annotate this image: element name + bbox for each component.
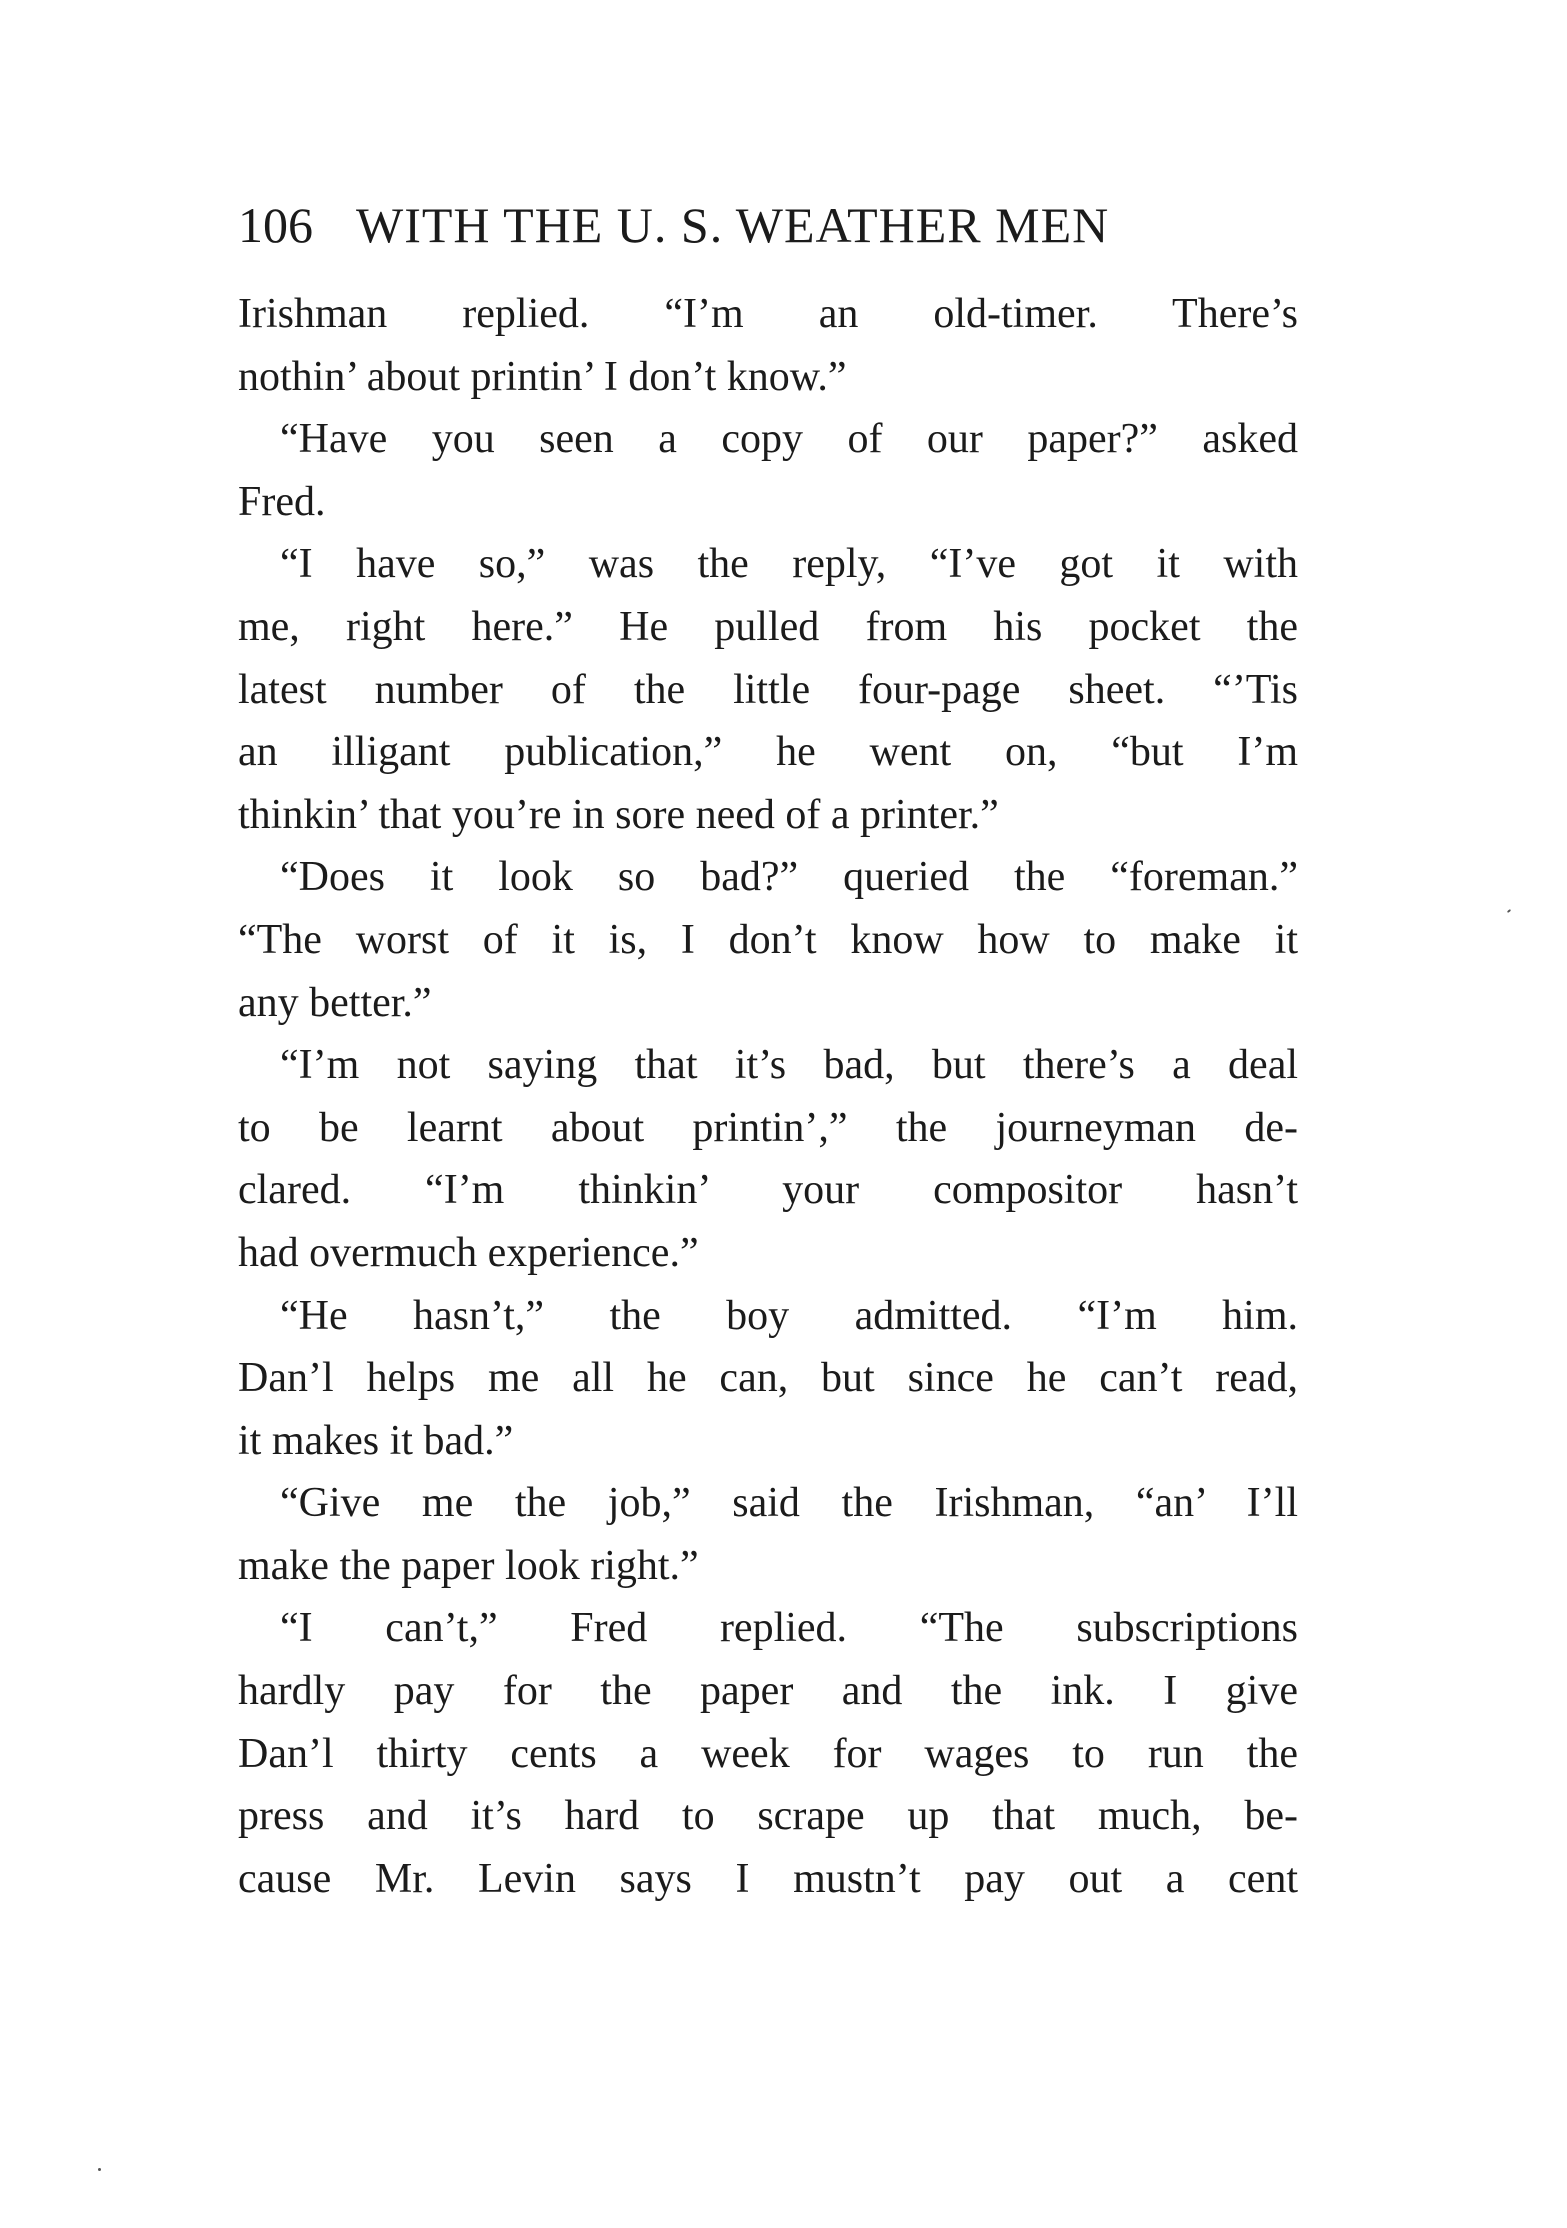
text-line: “Give me the job,” said the Irishman, “an’ I’ll xyxy=(280,1480,1298,1527)
text-line: Dan’l helps me all he can, but since he can’t read, xyxy=(238,1355,1298,1402)
text-line: “I have so,” was the reply, “I’ve got it with xyxy=(280,541,1298,588)
text-line: any better.” xyxy=(238,979,432,1026)
text-line: “Have you seen a copy of our paper?” asked xyxy=(280,416,1298,463)
text-line: Dan’l thirty cents a week for wages to run the xyxy=(238,1730,1298,1777)
text-line: “Does it look so bad?” queried the “foreman.” xyxy=(280,854,1298,901)
running-head xyxy=(238,190,1298,260)
body-text xyxy=(238,283,1298,1910)
text-line: cause Mr. Levin says I mustn’t pay out a cent xyxy=(238,1855,1298,1902)
paper-speck xyxy=(98,2168,101,2171)
text-line: thinkin’ that you’re in sore need of a printer.” xyxy=(238,791,999,838)
text-line: “I can’t,” Fred replied. “The subscriptions xyxy=(280,1605,1298,1652)
text-line: Fred. xyxy=(238,478,326,525)
text-line: an illigant publication,” he went on, “but I’m xyxy=(238,729,1298,776)
text-line: clared. “I’m thinkin’ your compositor hasn’t xyxy=(238,1167,1298,1214)
text-line: “He hasn’t,” the boy admitted. “I’m him. xyxy=(280,1292,1298,1339)
text-line: hardly pay for the paper and the ink. I give xyxy=(238,1668,1298,1715)
text-line: me, right here.” He pulled from his pocket the xyxy=(238,603,1298,650)
text-line: it makes it bad.” xyxy=(238,1417,514,1464)
text-line: press and it’s hard to scrape up that much, be- xyxy=(238,1793,1298,1840)
page-number: 106 xyxy=(238,197,313,253)
text-line: had overmuch experience.” xyxy=(238,1229,699,1276)
text-line: “The worst of it is, I don’t know how to make it xyxy=(238,916,1298,963)
paper-speck xyxy=(1507,909,1511,913)
text-line: to be learnt about printin’,” the journeyman de- xyxy=(238,1104,1298,1151)
text-line: nothin’ about printin’ I don’t know.” xyxy=(238,353,847,400)
running-title: WITH THE U. S. WEATHER MEN xyxy=(356,197,1110,253)
text-line: Irishman replied. “I’m an old-timer. There’s xyxy=(238,291,1298,337)
text-line: “I’m not saying that it’s bad, but there’s a deal xyxy=(280,1042,1298,1089)
text-line: make the paper look right.” xyxy=(238,1542,699,1589)
text-line: latest number of the little four-page sheet. “’Tis xyxy=(238,666,1298,713)
